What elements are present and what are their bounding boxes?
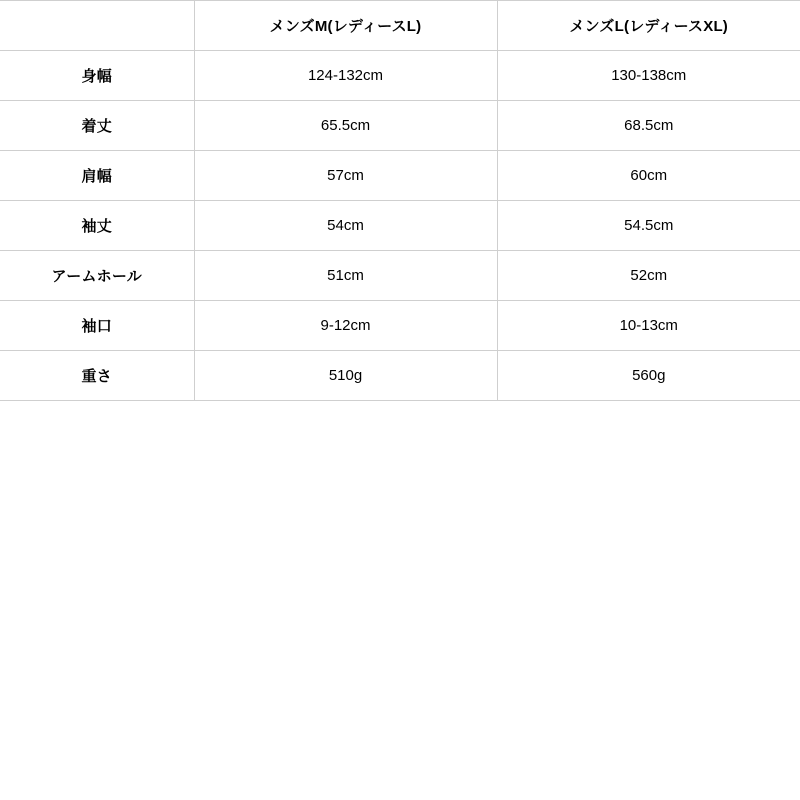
table-row	[0, 151, 800, 201]
cell-value: 57cm	[194, 151, 497, 201]
column-header-mens-m: メンズM(レディースL)	[194, 1, 497, 51]
table-body	[0, 51, 800, 401]
cell-value: 54.5cm	[497, 201, 800, 251]
column-header-mens-l: メンズL(レディースXL)	[497, 1, 800, 51]
table-row	[0, 201, 800, 251]
cell-value: 68.5cm	[497, 101, 800, 151]
row-label-kitake: 着丈	[0, 101, 194, 151]
cell-value: 65.5cm	[194, 101, 497, 151]
cell-value: 124-132cm	[194, 51, 497, 101]
cell-value: 51cm	[194, 251, 497, 301]
cell-value: 60cm	[497, 151, 800, 201]
cell-value: 130-138cm	[497, 51, 800, 101]
cell-value: 54cm	[194, 201, 497, 251]
table-corner-cell	[0, 1, 194, 51]
table-row	[0, 301, 800, 351]
cell-value: 10-13cm	[497, 301, 800, 351]
table-row	[0, 101, 800, 151]
row-label-sodeguchi: 袖口	[0, 301, 194, 351]
row-label-migoro-haba: 身幅	[0, 51, 194, 101]
cell-value: 52cm	[497, 251, 800, 301]
row-label-katahaba: 肩幅	[0, 151, 194, 201]
table-row	[0, 351, 800, 401]
row-label-omosa: 重さ	[0, 351, 194, 401]
cell-value: 9-12cm	[194, 301, 497, 351]
table-row	[0, 251, 800, 301]
cell-value: 560g	[497, 351, 800, 401]
row-label-armhole: アームホール	[0, 251, 194, 301]
table-row	[0, 51, 800, 101]
table-header-row	[0, 1, 800, 51]
row-label-sodetake: 袖丈	[0, 201, 194, 251]
cell-value: 510g	[194, 351, 497, 401]
